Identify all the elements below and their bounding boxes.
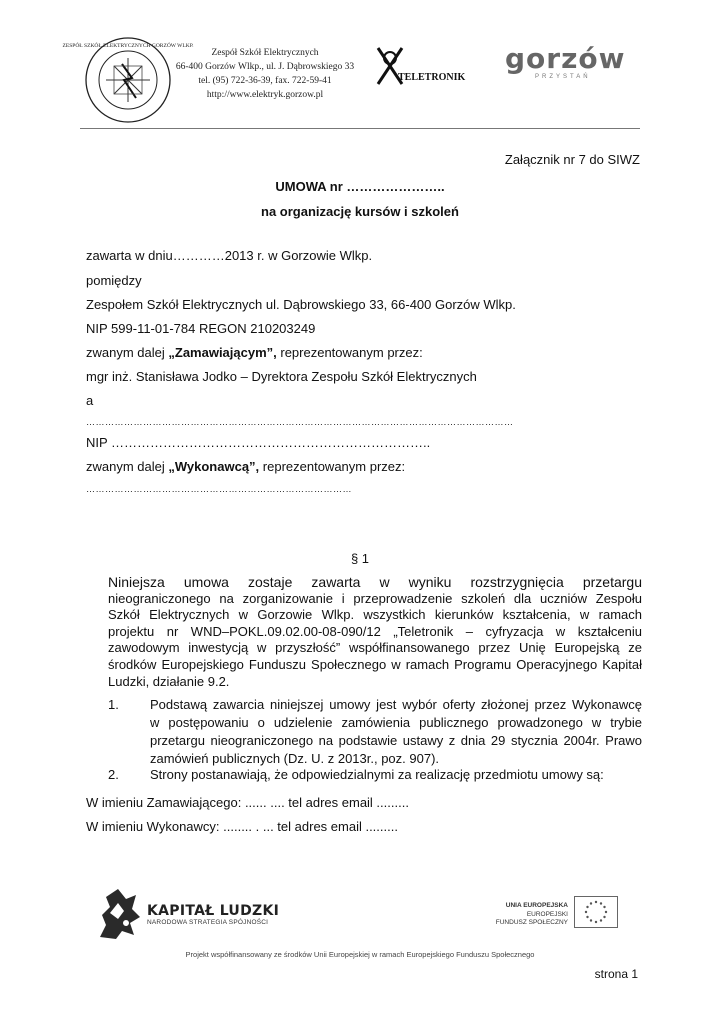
item-line: w postępowaniu o udzielenie zamówienia publicznego prowadzonego w trybie [150, 715, 642, 730]
contract-date-line: zawarta w dniu…………2013 r. w Gorzowie Wlkp. [86, 248, 373, 263]
list-item-1 [150, 696, 642, 768]
gorzow-logo [505, 44, 635, 80]
represented-suffix-2: reprezentowanym przez: [259, 459, 406, 474]
called-prefix-2: zwanym dalej [86, 459, 169, 474]
and-line: a [86, 393, 94, 408]
school-seal-logo [62, 36, 194, 124]
kapital-ludzki-emblem [96, 885, 142, 941]
cofinancing-note: Projekt współfinansowany ze środków Unii Europejskiej w ramach Europejskiego Funduszu Społecznego [185, 950, 535, 959]
contractor-called-line [86, 459, 405, 474]
school-info [170, 46, 360, 102]
paragraph-line: Szkół Elektrycznych w Gorzowie Wlkp. wszystkich kierunków kształcenia, w ramach [108, 607, 642, 623]
paragraph-line: środków Europejskiego Funduszu Społecznego w ramach Programu Operacyjnego Kapitał [108, 656, 642, 672]
orderer-address: Zespołem Szkół Elektrycznych ul. Dąbrowskiego 33, 66-400 Gorzów Wlkp. [86, 297, 516, 312]
teletronik-logo [372, 44, 472, 96]
contractor-term: „Wykonawcą”, [168, 459, 260, 474]
document-title: UMOWA nr ………………….. [275, 179, 445, 194]
kapital-ludzki-subtitle: NARODOWA STRATEGIA SPÓJNOŚCI [147, 919, 269, 926]
teletronik-text: TELETRONIK [398, 72, 466, 83]
document-subtitle: na organizację kursów i szkoleń [261, 204, 459, 219]
annex-label: Załącznik nr 7 do SIWZ [504, 152, 640, 167]
gorzow-subtext: PRZYSTAŃ [535, 74, 591, 80]
kapital-ludzki-label [147, 903, 279, 926]
contractor-contact-line: W imieniu Wykonawcy: ........ . ... tel adres email ......... [86, 819, 398, 834]
eu-flag-icon [574, 896, 618, 928]
eu-fund-line-1: EUROPEJSKI [526, 910, 568, 918]
paragraph-line: nieograniczonego na zorganizowanie i przeprowadzenie szkoleń dla uczniów Zespołu [108, 590, 642, 606]
contractor-nip: NIP ……………………………………………………………….. [86, 435, 431, 450]
school-website: http://www.elektryk.gorzow.pl [206, 90, 324, 100]
school-phone: tel. (95) 722-36-39, fax. 722-59-41 [198, 76, 332, 86]
school-address: 66-400 Gorzów Wlkp., ul. J. Dąbrowskiego 33 [175, 62, 355, 72]
represented-suffix: reprezentowanym przez: [276, 345, 423, 360]
orderer-called-line [86, 345, 423, 360]
called-prefix: zwanym dalej [86, 345, 169, 360]
eu-fund-line-2: FUNDUSZ SPOŁECZNY [495, 919, 568, 926]
header-divider [80, 128, 640, 129]
school-name: Zespół Szkół Elektrycznych [211, 48, 319, 58]
item-number-2: 2. [108, 767, 119, 782]
between-line: pomiędzy [86, 273, 142, 288]
eu-title: UNIA EUROPEJSKA [505, 902, 568, 909]
list-item-2: Strony postanawiają, że odpowiedzialnymi za realizację przedmiotu umowy są: [150, 767, 604, 782]
orderer-nip: NIP 599-11-01-784 REGON 210203249 [86, 321, 316, 336]
orderer-term: „Zamawiającym”, [168, 345, 277, 360]
item-line: zamówień publicznych (Dz. U. z 2013r., poz. 907). [150, 751, 440, 766]
item-line: przetargu nieograniczonego na podstawie ustawy z dnia 29 stycznia 2004r. Prawo [150, 733, 642, 748]
section-paragraph [108, 574, 642, 690]
seal-text: ZESPÓŁ SZKÓŁ ELEKTRYCZNYCH GORZÓW WLKP. [62, 43, 194, 49]
item-line: Podstawą zawarcia niniejszej umowy jest wybór oferty złożonej przez Wykonawcę [150, 697, 642, 712]
paragraph-line: Niniejsza umowa zostaje zawarta w wyniku rozstrzygnięcia przetargu [108, 574, 642, 590]
contractor-blank: ……………………………………………………………………………………………………………………… [86, 417, 514, 427]
page-number: strona 1 [594, 967, 638, 981]
item-number-1: 1. [108, 697, 119, 712]
paragraph-line: Ludzki, działanie 9.2. [108, 673, 230, 689]
orderer-representative: mgr inż. Stanisława Jodko – Dyrektora Zespołu Szkół Elektrycznych [86, 369, 477, 384]
orderer-contact-line: W imieniu Zamawiającego: ...... .... tel adres email ......... [86, 795, 409, 810]
paragraph-line: zawodowym inwestycją w przyszłość” współfinansowanego przez Unię Europejską ze [108, 640, 642, 656]
section-heading: § 1 [350, 551, 370, 566]
contractor-representative-blank: ………………………………………………………………………… [86, 484, 352, 494]
kapital-ludzki-title: KAPITAŁ LUDZKI [147, 903, 280, 919]
gorzow-text: gorzów [505, 42, 626, 75]
paragraph-line: projektu nr WND–POKL.09.02.00-08-090/12 „Teletronik – cyfryzacja w kształceniu [108, 623, 642, 639]
eu-label [480, 902, 568, 928]
